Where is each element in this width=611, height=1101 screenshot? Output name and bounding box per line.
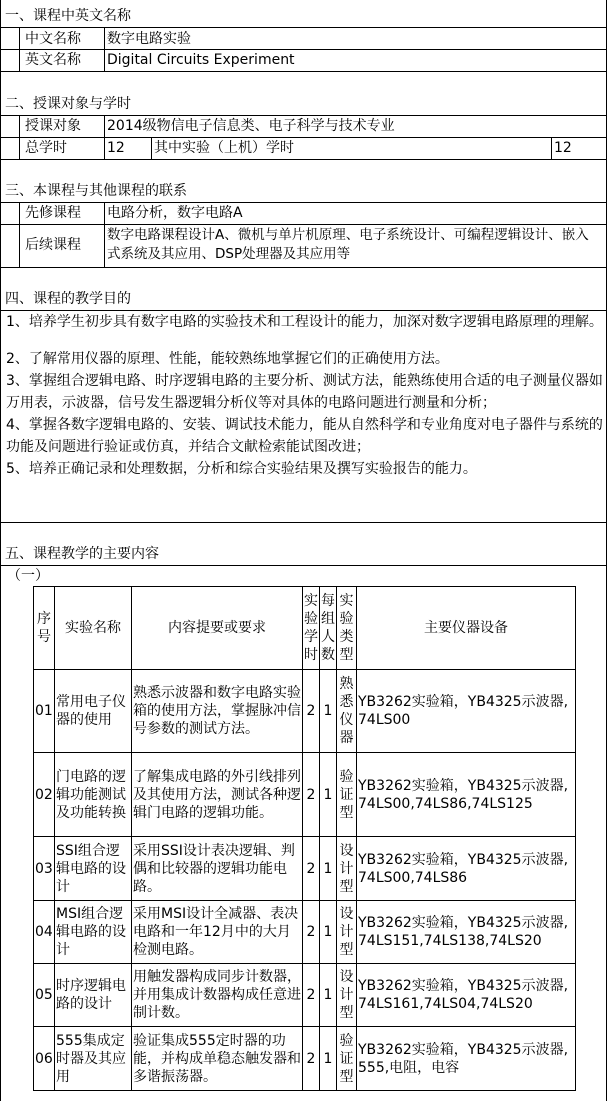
divider — [1, 565, 607, 566]
cell-hours: 2 — [303, 901, 320, 964]
cell-name: 时序逻辑电路的设计 — [55, 964, 132, 1027]
cell-no: 04 — [34, 901, 55, 964]
cell-no: 02 — [34, 753, 55, 837]
divider — [551, 137, 552, 159]
divider — [104, 202, 105, 267]
goal-item: 4、掌握各数字逻辑电路的、安装、调试技术能力，能从自然科学和专业角度对电子器件与系统的功能及问题进行验证或仿真，并结合文献检索能试图改进； — [6, 417, 603, 455]
cell-group: 1 — [320, 901, 337, 964]
en-name-label: 英文名称 — [25, 52, 81, 68]
cn-name-label: 中文名称 — [25, 31, 81, 47]
teaching-goals — [6, 311, 604, 480]
section1-title: 一、课程中英文名称 — [5, 8, 131, 24]
cell-content: 采用MSI设计全减器、表决电路和一年12月中的大月检测电路。 — [132, 901, 303, 964]
prerequisite-label: 先修课程 — [25, 205, 81, 221]
cn-name-value: 数字电路实验 — [107, 31, 191, 47]
goal-item: 3、掌握组合逻辑电路、时序逻辑电路的主要分析、测试方法，能熟练使用合适的电子测量仪器如万用表，示波器，信号发生器逻辑分析仪等对具体的电路问题进行测量和分析； — [6, 373, 603, 411]
table-row — [34, 964, 576, 1027]
goal-item: 1、培养学生初步具有数字电路的实验技术和工程设计的能力，加深对数字逻辑电路原理的理解。 — [6, 314, 603, 330]
divider — [1, 49, 607, 50]
header-name: 实验名称 — [55, 587, 132, 670]
table-row — [34, 670, 576, 753]
cell-content: 熟悉示波器和数字电路实验箱的使用方法，掌握脉冲信号参数的测试方法。 — [132, 670, 303, 753]
divider — [1, 267, 607, 268]
divider — [1, 202, 607, 203]
experiment-table — [33, 586, 576, 1091]
cell-no: 01 — [34, 670, 55, 753]
cell-group: 1 — [320, 753, 337, 837]
follow-up-label: 后续课程 — [25, 237, 81, 253]
cell-group: 1 — [320, 1027, 337, 1091]
cell-no: 05 — [34, 964, 55, 1027]
divider — [104, 115, 105, 159]
cell-group: 1 — [320, 837, 337, 901]
divider — [19, 115, 20, 159]
cell-content: 采用SSI设计表决逻辑、判偶和比较器的逻辑功能电路。 — [132, 837, 303, 901]
table-row — [34, 837, 576, 901]
en-name-value: Digital Circuits Experiment — [107, 52, 295, 68]
divider — [19, 27, 20, 71]
goal-item: 2、了解常用仪器的原理、性能，能较熟练地掌握它们的正确使用方法。 — [6, 351, 449, 367]
cell-name: 555集成定时器及其应用 — [55, 1027, 132, 1091]
cell-content: 了解集成电路的外引线排列及其使用方法，测试各种逻辑门电路的逻辑功能。 — [132, 753, 303, 837]
target-label: 授课对象 — [25, 118, 81, 134]
cell-type: 设计型 — [337, 901, 357, 964]
cell-equipment: YB3262实验箱，YB4325示波器,74LS151,74LS138,74LS20 — [357, 901, 576, 964]
section3-title: 三、本课程与其他课程的联系 — [5, 183, 187, 199]
divider — [1, 522, 607, 523]
cell-hours: 2 — [303, 1027, 320, 1091]
section5-title: 五、课程教学的主要内容 — [5, 546, 159, 562]
divider — [1, 224, 607, 225]
cell-group: 1 — [320, 670, 337, 753]
cell-type: 设计型 — [337, 964, 357, 1027]
table-row — [34, 1027, 576, 1091]
experiment-table-wrapper — [33, 586, 575, 1096]
table-row — [34, 901, 576, 964]
cell-hours: 2 — [303, 964, 320, 1027]
divider — [1, 159, 607, 160]
target-value: 2014级物信电子信息类、电子科学与技术专业 — [107, 118, 395, 134]
cell-name: MSI组合逻辑电路的设计 — [55, 901, 132, 964]
header-type: 实验类型 — [337, 587, 357, 670]
divider — [104, 27, 105, 71]
cell-hours: 2 — [303, 753, 320, 837]
cell-type: 验证型 — [337, 1027, 357, 1091]
header-no: 序号 — [34, 587, 55, 670]
section4-title: 四、课程的教学目的 — [5, 291, 131, 307]
divider — [1, 71, 607, 72]
cell-type: 熟悉仪器 — [337, 670, 357, 753]
cell-content: 用触发器构成同步计数器，并用集成计数器构成任意进制计数。 — [132, 964, 303, 1027]
experiment-table-body — [34, 670, 576, 1091]
cell-no: 03 — [34, 837, 55, 901]
divider — [1, 137, 607, 138]
cell-content: 验证集成555定时器的功能，并构成单稳态触发器和多谐振荡器。 — [132, 1027, 303, 1091]
cell-equipment: YB3262实验箱，YB4325示波器,74LS00,74LS86,74LS125 — [357, 753, 576, 837]
header-equipment: 主要仪器设备 — [357, 587, 576, 670]
prerequisite-value: 电路分析，数字电路A — [107, 205, 243, 221]
section5-subtitle: （一） — [7, 568, 49, 584]
cell-no: 06 — [34, 1027, 55, 1091]
table-header-row — [34, 587, 576, 670]
cell-type: 验证型 — [337, 753, 357, 837]
cell-type: 设计型 — [337, 837, 357, 901]
total-hours-value: 12 — [107, 140, 125, 156]
follow-up-value: 数字电路课程设计A、微机与单片机原理、电子系统设计、可编程逻辑设计、嵌入式系统及其应用、DSP处理器及其应用等 — [107, 227, 589, 262]
cell-name: 门电路的逻辑功能测试及功能转换 — [55, 753, 132, 837]
cell-equipment: YB3262实验箱，YB4325示波器,74LS00 — [357, 670, 576, 753]
header-content: 内容提要或要求 — [132, 587, 303, 670]
divider — [1, 27, 607, 28]
total-hours-label: 总学时 — [25, 140, 67, 156]
cell-hours: 2 — [303, 837, 320, 901]
cell-name: 常用电子仪器的使用 — [55, 670, 132, 753]
goal-item: 5、培养正确记录和处理数据，分析和综合实验结果及撰写实验报告的能力。 — [6, 461, 477, 477]
cell-equipment: YB3262实验箱，YB4325示波器,555,电阻，电容 — [357, 1027, 576, 1091]
cell-equipment: YB3262实验箱，YB4325示波器,74LS00,74LS86 — [357, 837, 576, 901]
cell-name: SSI组合逻辑电路的设计 — [55, 837, 132, 901]
section2-title: 二、授课对象与学时 — [5, 96, 131, 112]
lab-hours-label: 其中实验（上机）学时 — [154, 140, 294, 156]
header-hours: 实验学时 — [303, 587, 320, 670]
cell-group: 1 — [320, 964, 337, 1027]
cell-equipment: YB3262实验箱，YB4325示波器,74LS161,74LS04,74LS20 — [357, 964, 576, 1027]
divider — [19, 202, 20, 267]
header-group: 每组人数 — [320, 587, 337, 670]
lab-hours-value: 12 — [554, 140, 572, 156]
cell-hours: 2 — [303, 670, 320, 753]
table-row — [34, 753, 576, 837]
divider — [151, 137, 152, 159]
